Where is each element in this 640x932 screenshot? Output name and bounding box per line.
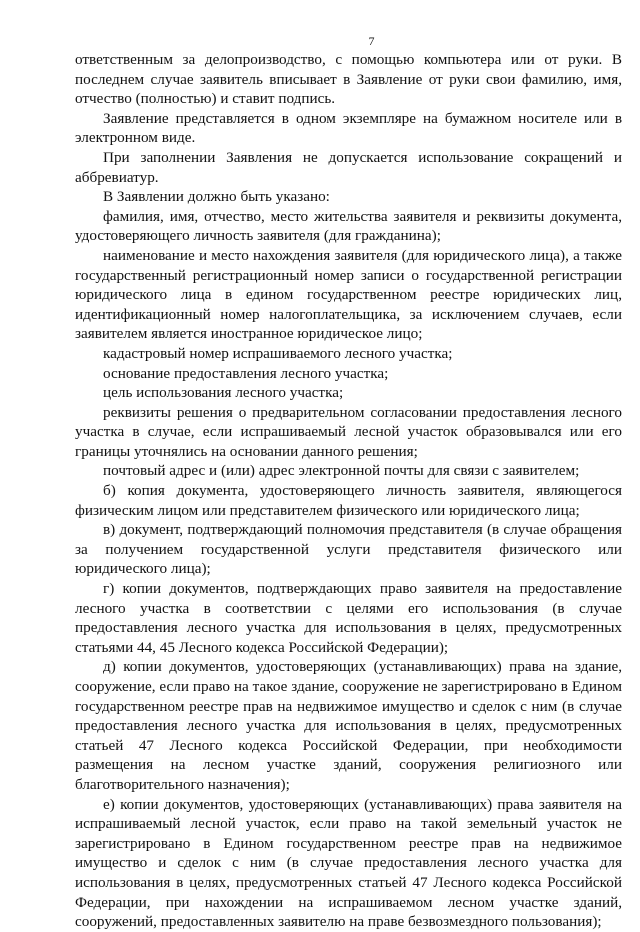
list-item-grounds: основание предоставления лесного участка; <box>103 364 389 382</box>
list-item-d: д) копии документов, удостоверяющих (устанавливающих) права на здание, сооружение, если право на такое здание, сооружение не зарегистрировано в Едином государственном реестре прав на недвижимое имущество и сделок с ним (в случае предоставления лесного участка для использования в целях, предусмотренных статьей 47 Лесного кодекса Российской Федерации, при необходимости размещения на лесном участке зданий, сооружения религиозного или благотворительного назначения); <box>75 658 622 793</box>
list-item-g: г) копии документов, подтверждающих право заявителя на предоставление лесного участка в соответствии с целями его использования (в случае предоставления лесного участка для использования в целях, предусмотренных статьями 44, 45 Лесного кодекса Российской Федерации); <box>75 580 622 656</box>
list-item-v: в) документ, подтверждающий полномочия представителя (в случае обращения за получением государственной услуги представителя физического или юридического лица); <box>75 521 622 578</box>
list-item-contact-address: почтовый адрес и (или) адрес электронной почты для связи с заявителем; <box>103 462 580 480</box>
list-item-purpose: цель использования лесного участка; <box>103 384 344 402</box>
list-item-citizen-data: фамилия, имя, отчество, место жительства заявителя и реквизиты документа, удостоверяющего личность заявителя (для гражданина); <box>75 207 622 245</box>
paragraph-continuation: ответственным за делопроизводство, с помощью компьютера или от руки. В последнем случае заявитель вписывает в Заявление от руки свои фамилию, имя, отчество (полностью) и ставит подпись. <box>75 51 622 108</box>
paragraph-requirements-intro: В Заявлении должно быть указано: <box>103 188 330 206</box>
list-item-decision-details: реквизиты решения о предварительном согласовании предоставления лесного участка в случае, если испрашиваемый лесной участок образовывался или его границы уточнялись на основании данного решения; <box>75 403 622 460</box>
paragraph-no-abbreviations: При заполнении Заявления не допускается использование сокращений и аббревиатур. <box>75 148 622 186</box>
page-number: 7 <box>368 34 375 48</box>
paragraph-copies: Заявление представляется в одном экземпляре на бумажном носителе или в электронном виде. <box>75 109 622 147</box>
list-item-b: б) копия документа, удостоверяющего личность заявителя, являющегося физическим лицом или представителем физического или юридического лица; <box>75 482 622 519</box>
list-item-e: е) копии документов, удостоверяющих (устанавливающих) права заявителя на испрашиваемый лесной участок, если право на такой земельный участок не зарегистрировано в Едином государственном реестре прав на недвижимое имущество и сделок с ним (в случае предоставления лесного участка для использования в целях, предусмотренных статьей 47 Лесного кодекса Российской Федерации, при нахождении на испрашиваемом лесном участке зданий, сооружений, предоставленных заявителю на праве безвозмездного пользования); <box>75 795 622 931</box>
list-item-legal-entity-data: наименование и место нахождения заявителя (для юридического лица), а также государственный регистрационный номер записи о государственной регистрации юридического лица в едином государственном реестре юридических лиц, идентификационный номер налогоплательщика, за исключением случаев, если заявителем является иностранное юридическое лицо; <box>75 246 622 343</box>
list-item-cadastral-number: кадастровый номер испрашиваемого лесного участка; <box>103 344 453 362</box>
